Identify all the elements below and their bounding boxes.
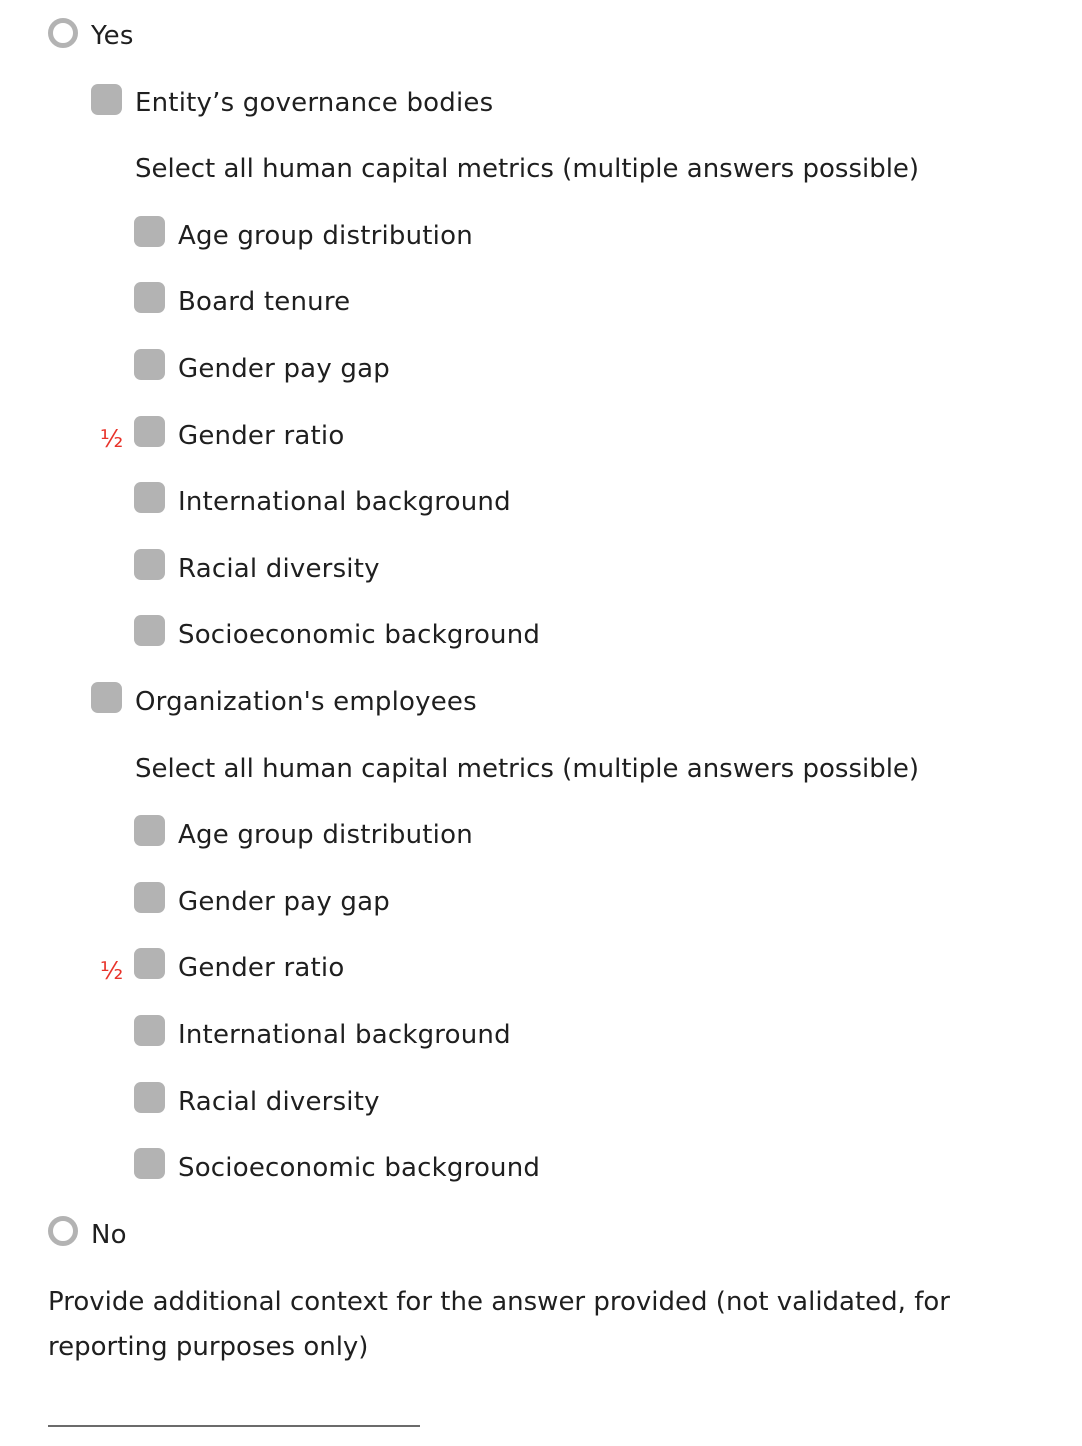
emp-gender-ratio-option [178,948,344,988]
gov-socioeconomic-option [178,615,540,655]
emp-racial-diversity-label: Racial diversity [178,1087,380,1117]
emp-age-group-option [178,815,473,855]
gov-age-group-checkbox[interactable] [134,216,165,247]
employees-metrics-prompt: Select all human capital metrics (multiple answers possible) [135,754,920,784]
gov-gender-ratio-score: ½ [100,425,124,453]
gov-racial-diversity-checkbox[interactable] [134,549,165,580]
gov-socioeconomic-label: Socioeconomic background [178,620,541,650]
emp-racial-diversity-checkbox[interactable] [134,1082,165,1113]
additional-context-label: Provide additional context for the answer provided (not validated, for reporting purposes only) [48,1287,950,1362]
gov-age-group-label: Age group distribution [178,221,473,251]
gov-board-tenure-checkbox[interactable] [134,282,165,313]
emp-racial-diversity-option [178,1082,380,1122]
governance-metrics-prompt: Select all human capital metrics (multiple answers possible) [135,154,920,184]
gov-gender-pay-gap-checkbox[interactable] [134,349,165,380]
emp-international-option [178,1015,511,1055]
gov-international-checkbox[interactable] [134,482,165,513]
governance-bodies-checkbox[interactable] [91,84,122,115]
governance-bodies-option [135,83,493,123]
gov-international-label: International background [178,487,511,517]
gov-gender-ratio-checkbox[interactable] [134,416,165,447]
employees-label: Organization's employees [135,687,477,717]
gov-racial-diversity-option [178,549,380,589]
gov-gender-ratio-option [178,416,344,456]
yes-radio[interactable] [48,18,78,48]
gov-age-group-option [178,216,473,256]
emp-gender-ratio-score: ½ [100,957,124,985]
employees-checkbox[interactable] [91,682,122,713]
gov-racial-diversity-label: Racial diversity [178,554,380,584]
gov-gender-ratio-label: Gender ratio [178,421,345,451]
emp-socioeconomic-option [178,1148,540,1188]
emp-gender-pay-gap-label: Gender pay gap [178,887,390,917]
gov-board-tenure-option [178,282,350,322]
emp-socioeconomic-checkbox[interactable] [134,1148,165,1179]
no-radio[interactable] [48,1216,78,1246]
additional-context-input[interactable] [48,1425,420,1427]
emp-gender-ratio-checkbox[interactable] [134,948,165,979]
governance-bodies-label: Entity’s governance bodies [135,88,494,118]
employees-option [135,682,477,722]
no-option [91,1215,127,1255]
no-label: No [91,1220,127,1250]
emp-gender-ratio-label: Gender ratio [178,953,345,983]
gov-gender-pay-gap-label: Gender pay gap [178,354,390,384]
emp-international-checkbox[interactable] [134,1015,165,1046]
emp-gender-pay-gap-option [178,882,390,922]
emp-age-group-checkbox[interactable] [134,815,165,846]
yes-option [91,16,134,56]
gov-socioeconomic-checkbox[interactable] [134,615,165,646]
gov-board-tenure-label: Board tenure [178,287,351,317]
gov-gender-pay-gap-option [178,349,390,389]
gov-international-option [178,482,511,522]
yes-label: Yes [91,21,134,51]
emp-gender-pay-gap-checkbox[interactable] [134,882,165,913]
emp-socioeconomic-label: Socioeconomic background [178,1153,541,1183]
emp-international-label: International background [178,1020,511,1050]
emp-age-group-label: Age group distribution [178,820,473,850]
